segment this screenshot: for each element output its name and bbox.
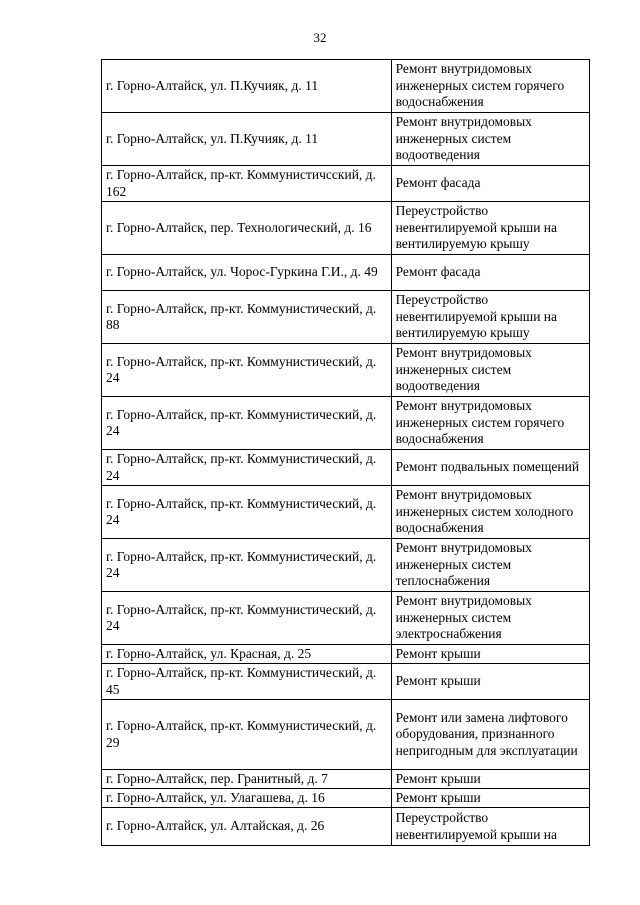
address-cell: г. Горно-Алтайск, ул. Чорос-Гуркина Г.И., д. 49 xyxy=(102,255,392,291)
table-row xyxy=(102,664,590,700)
address-cell: г. Горно-Алтайск, пр-кт. Коммунистический, д. 88 xyxy=(102,291,392,344)
work-type-cell: Ремонт или замена лифтового оборудования, признанного непригодным для эксплуатации xyxy=(391,700,589,770)
work-type-cell: Ремонт внутридомовых инженерных систем электроснабжения xyxy=(391,592,589,645)
address-cell: г. Горно-Алтайск, пр-кт. Коммунистический, д. 24 xyxy=(102,450,392,486)
repair-table xyxy=(101,59,590,846)
table-row xyxy=(102,789,590,808)
table-row xyxy=(102,539,590,592)
work-type-cell: Ремонт внутридомовых инженерных систем холодного водоснабжения xyxy=(391,486,589,539)
table-row xyxy=(102,645,590,664)
address-cell: г. Горно-Алтайск, пр-кт. Коммунистический, д. 45 xyxy=(102,664,392,700)
work-type-cell: Ремонт внутридомовых инженерных систем теплоснабжения xyxy=(391,539,589,592)
address-cell: г. Горно-Алтайск, пр-кт. Коммунистичсский, д. 162 xyxy=(102,166,392,202)
table-row xyxy=(102,486,590,539)
work-type-cell: Ремонт крыши xyxy=(391,645,589,664)
table-row xyxy=(102,113,590,166)
table-row xyxy=(102,592,590,645)
address-cell: г. Горно-Алтайск, пр-кт. Коммунистический, д. 24 xyxy=(102,592,392,645)
table-row xyxy=(102,291,590,344)
table-row xyxy=(102,770,590,789)
address-cell: г. Горно-Алтайск, пр-кт. Коммунистический, д. 24 xyxy=(102,397,392,450)
table-row xyxy=(102,344,590,397)
work-type-cell: Ремонт внутридомовых инженерных систем водоотведения xyxy=(391,113,589,166)
table-row xyxy=(102,808,590,846)
address-cell: г. Горно-Алтайск, пер. Технологический, д. 16 xyxy=(102,202,392,255)
work-type-cell: Ремонт фасада xyxy=(391,255,589,291)
address-cell: г. Горно-Алтайск, ул. П.Кучияк, д. 11 xyxy=(102,113,392,166)
page-number: 32 xyxy=(313,30,327,45)
address-cell: г. Горно-Алтайск, пер. Гранитный, д. 7 xyxy=(102,770,392,789)
work-type-cell: Ремонт внутридомовых инженерных систем горячего водоснабжения xyxy=(391,397,589,450)
work-type-cell: Ремонт крыши xyxy=(391,789,589,808)
table-row xyxy=(102,397,590,450)
work-type-cell: Переустройство невентилируемой крыши на вентилируемую крышу xyxy=(391,291,589,344)
work-type-cell: Ремонт крыши xyxy=(391,664,589,700)
table-row xyxy=(102,60,590,113)
address-cell: г. Горно-Алтайск, пр-кт. Коммунистический, д. 24 xyxy=(102,486,392,539)
address-cell: г. Горно-Алтайск, пр-кт. Коммунистический, д. 24 xyxy=(102,539,392,592)
work-type-cell: Ремонт фасада xyxy=(391,166,589,202)
work-type-cell: Переустройство невентилируемой крыши на вентилируемую крышу xyxy=(391,202,589,255)
table-row xyxy=(102,700,590,770)
table-row xyxy=(102,166,590,202)
work-type-cell: Ремонт крыши xyxy=(391,770,589,789)
address-cell: г. Горно-Алтайск, ул. Улагашева, д. 16 xyxy=(102,789,392,808)
work-type-cell: Ремонт внутридомовых инженерных систем горячего водоснабжения xyxy=(391,60,589,113)
address-cell: г. Горно-Алтайск, пр-кт. Коммунистический, д. 24 xyxy=(102,344,392,397)
address-cell: г. Горно-Алтайск, пр-кт. Коммунистический, д. 29 xyxy=(102,700,392,770)
address-cell: г. Горно-Алтайск, ул. П.Кучияк, д. 11 xyxy=(102,60,392,113)
table-row xyxy=(102,202,590,255)
address-cell: г. Горно-Алтайск, ул. Алтайская, д. 26 xyxy=(102,808,392,846)
work-type-cell: Ремонт внутридомовых инженерных систем водоотведения xyxy=(391,344,589,397)
table-row xyxy=(102,255,590,291)
table-row xyxy=(102,450,590,486)
work-type-cell: Переустройство невентилируемой крыши на xyxy=(391,808,589,846)
address-cell: г. Горно-Алтайск, ул. Красная, д. 25 xyxy=(102,645,392,664)
work-type-cell: Ремонт подвальных помещений xyxy=(391,450,589,486)
